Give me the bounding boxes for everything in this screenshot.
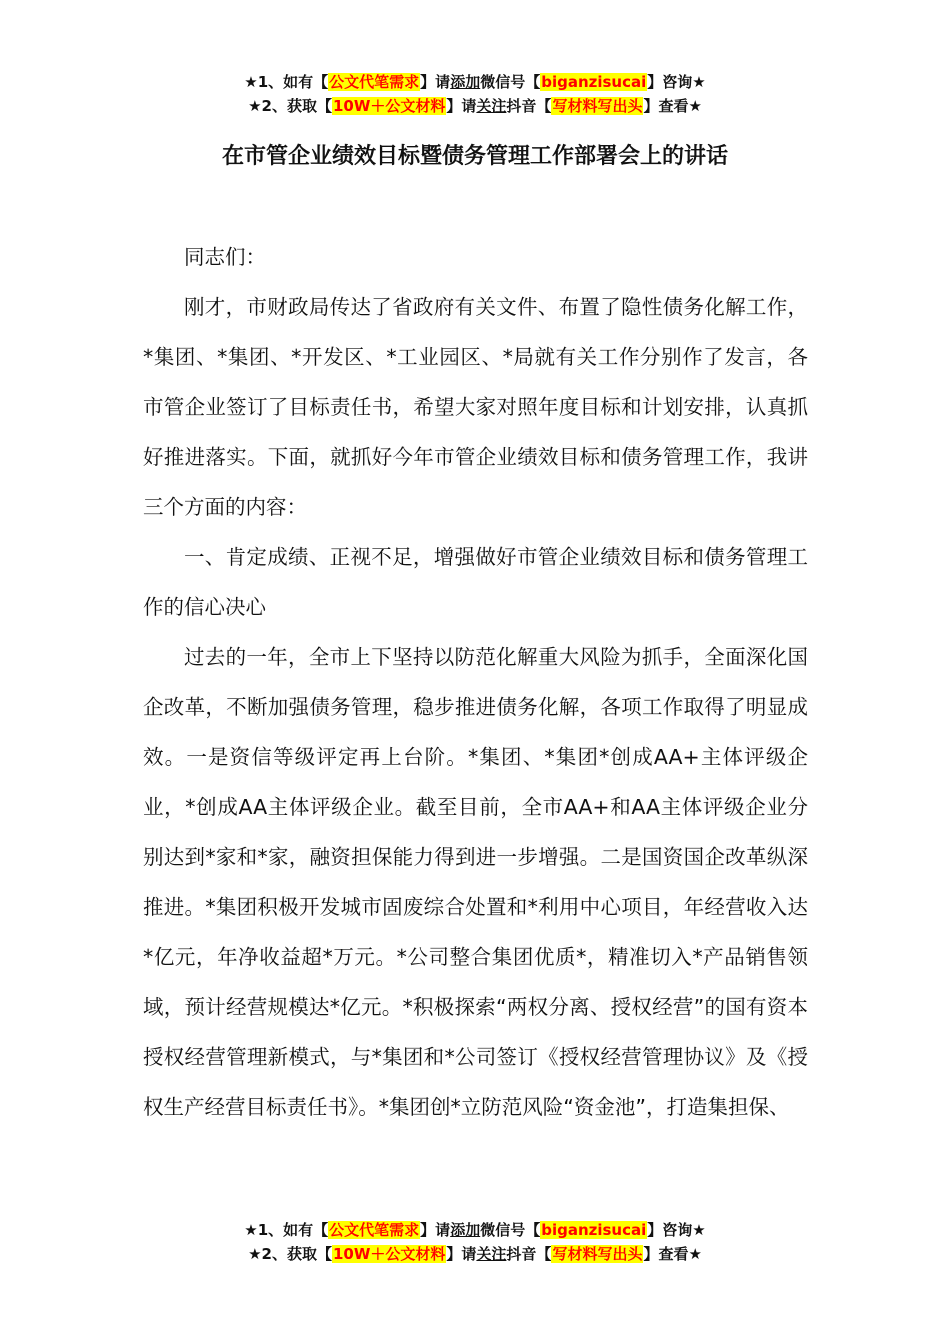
banner-text: 】咨询★ <box>647 73 706 91</box>
salutation: 同志们： <box>184 245 266 269</box>
banner-text: 】咨询★ <box>647 1221 706 1239</box>
banner-line-2 <box>0 1242 950 1266</box>
header-banner <box>0 70 950 118</box>
banner-text: 抖音【 <box>506 97 552 115</box>
banner-highlight-service: 公文代笔需求 <box>329 1221 420 1239</box>
body-paragraph: 刚才，市财政局传达了省政府有关文件、布置了隐性债务化解工作，*集团、*集团、*开发区、*工业园区、*局就有关工作分别作了发言，各市管企业签订了目标责任书，希望大家对照年度目标和计划安排，认真抓好推进落实。下面，就抓好今年市管企业绩效目标和债务管理工作，我讲三个方面的内容： <box>143 295 808 519</box>
footer-banner <box>0 1218 950 1266</box>
banner-highlight-wechat-id: biganzisucai <box>541 73 647 91</box>
banner-text-underlined: 关注 <box>476 97 507 115</box>
banner-text: 】请 <box>446 97 477 115</box>
section-heading: 一、肯定成绩、正视不足，增强做好市管企业绩效目标和债务管理工作的信心决心 <box>143 545 808 619</box>
banner-text: 微信号【 <box>480 73 541 91</box>
banner-text-underlined: 关注 <box>476 1245 507 1263</box>
banner-highlight-wechat-id: biganzisucai <box>541 1221 647 1239</box>
banner-text: 】请 <box>420 73 451 91</box>
banner-text: 】请 <box>446 1245 477 1263</box>
banner-text-underlined: 添加 <box>450 1221 481 1239</box>
banner-highlight-materials: 10W＋公文材料 <box>332 1245 446 1263</box>
banner-line-2 <box>0 94 950 118</box>
banner-line-1 <box>0 1218 950 1242</box>
document-title: 在市管企业绩效目标暨债务管理工作部署会上的讲话 <box>221 144 728 169</box>
body-paragraph: 过去的一年，全市上下坚持以防范化解重大风险为抓手，全面深化国企改革，不断加强债务管理，稳步推进债务化解，各项工作取得了明显成效。一是资信等级评定再上台阶。*集团、*集团*创成AA+主体评级企业，*创成AA主体评级企业。截至目前，全市AA+和AA主体评级企业分别达到*家和*家，融资担保能力得到进一步增强。二是国资国企改革纵深推进。*集团积极开发城市固废综合处置和*利用中心项目，年经营收入达*亿元，年净收益超*万元。*公司整合集团优质*，精准切入*产品销售领域，预计经营规模达*亿元。*积极探索“两权分离、授权经营”的国有资本授权经营管理新模式，与*集团和*公司签订《授权经营管理协议》及《授权生产经营目标责任书》。*集团创*立防范风险“资金池”，打造集担保、 <box>143 645 808 1119</box>
banner-text: 抖音【 <box>506 1245 552 1263</box>
banner-line-1 <box>0 70 950 94</box>
banner-text: 】请 <box>420 1221 451 1239</box>
banner-highlight-douyin: 写材料写出头 <box>552 97 643 115</box>
banner-text: ★1、如有【 <box>244 1221 329 1239</box>
banner-text: 】查看★ <box>643 97 702 115</box>
banner-text: 】查看★ <box>643 1245 702 1263</box>
banner-text: 微信号【 <box>480 1221 541 1239</box>
banner-text-underlined: 添加 <box>450 73 481 91</box>
banner-highlight-service: 公文代笔需求 <box>329 73 420 91</box>
banner-text: ★1、如有【 <box>244 73 329 91</box>
document-body <box>143 232 808 1132</box>
banner-text: ★2、获取【 <box>248 97 332 115</box>
banner-highlight-douyin: 写材料写出头 <box>552 1245 643 1263</box>
banner-highlight-materials: 10W＋公文材料 <box>332 97 446 115</box>
banner-text: ★2、获取【 <box>248 1245 332 1263</box>
